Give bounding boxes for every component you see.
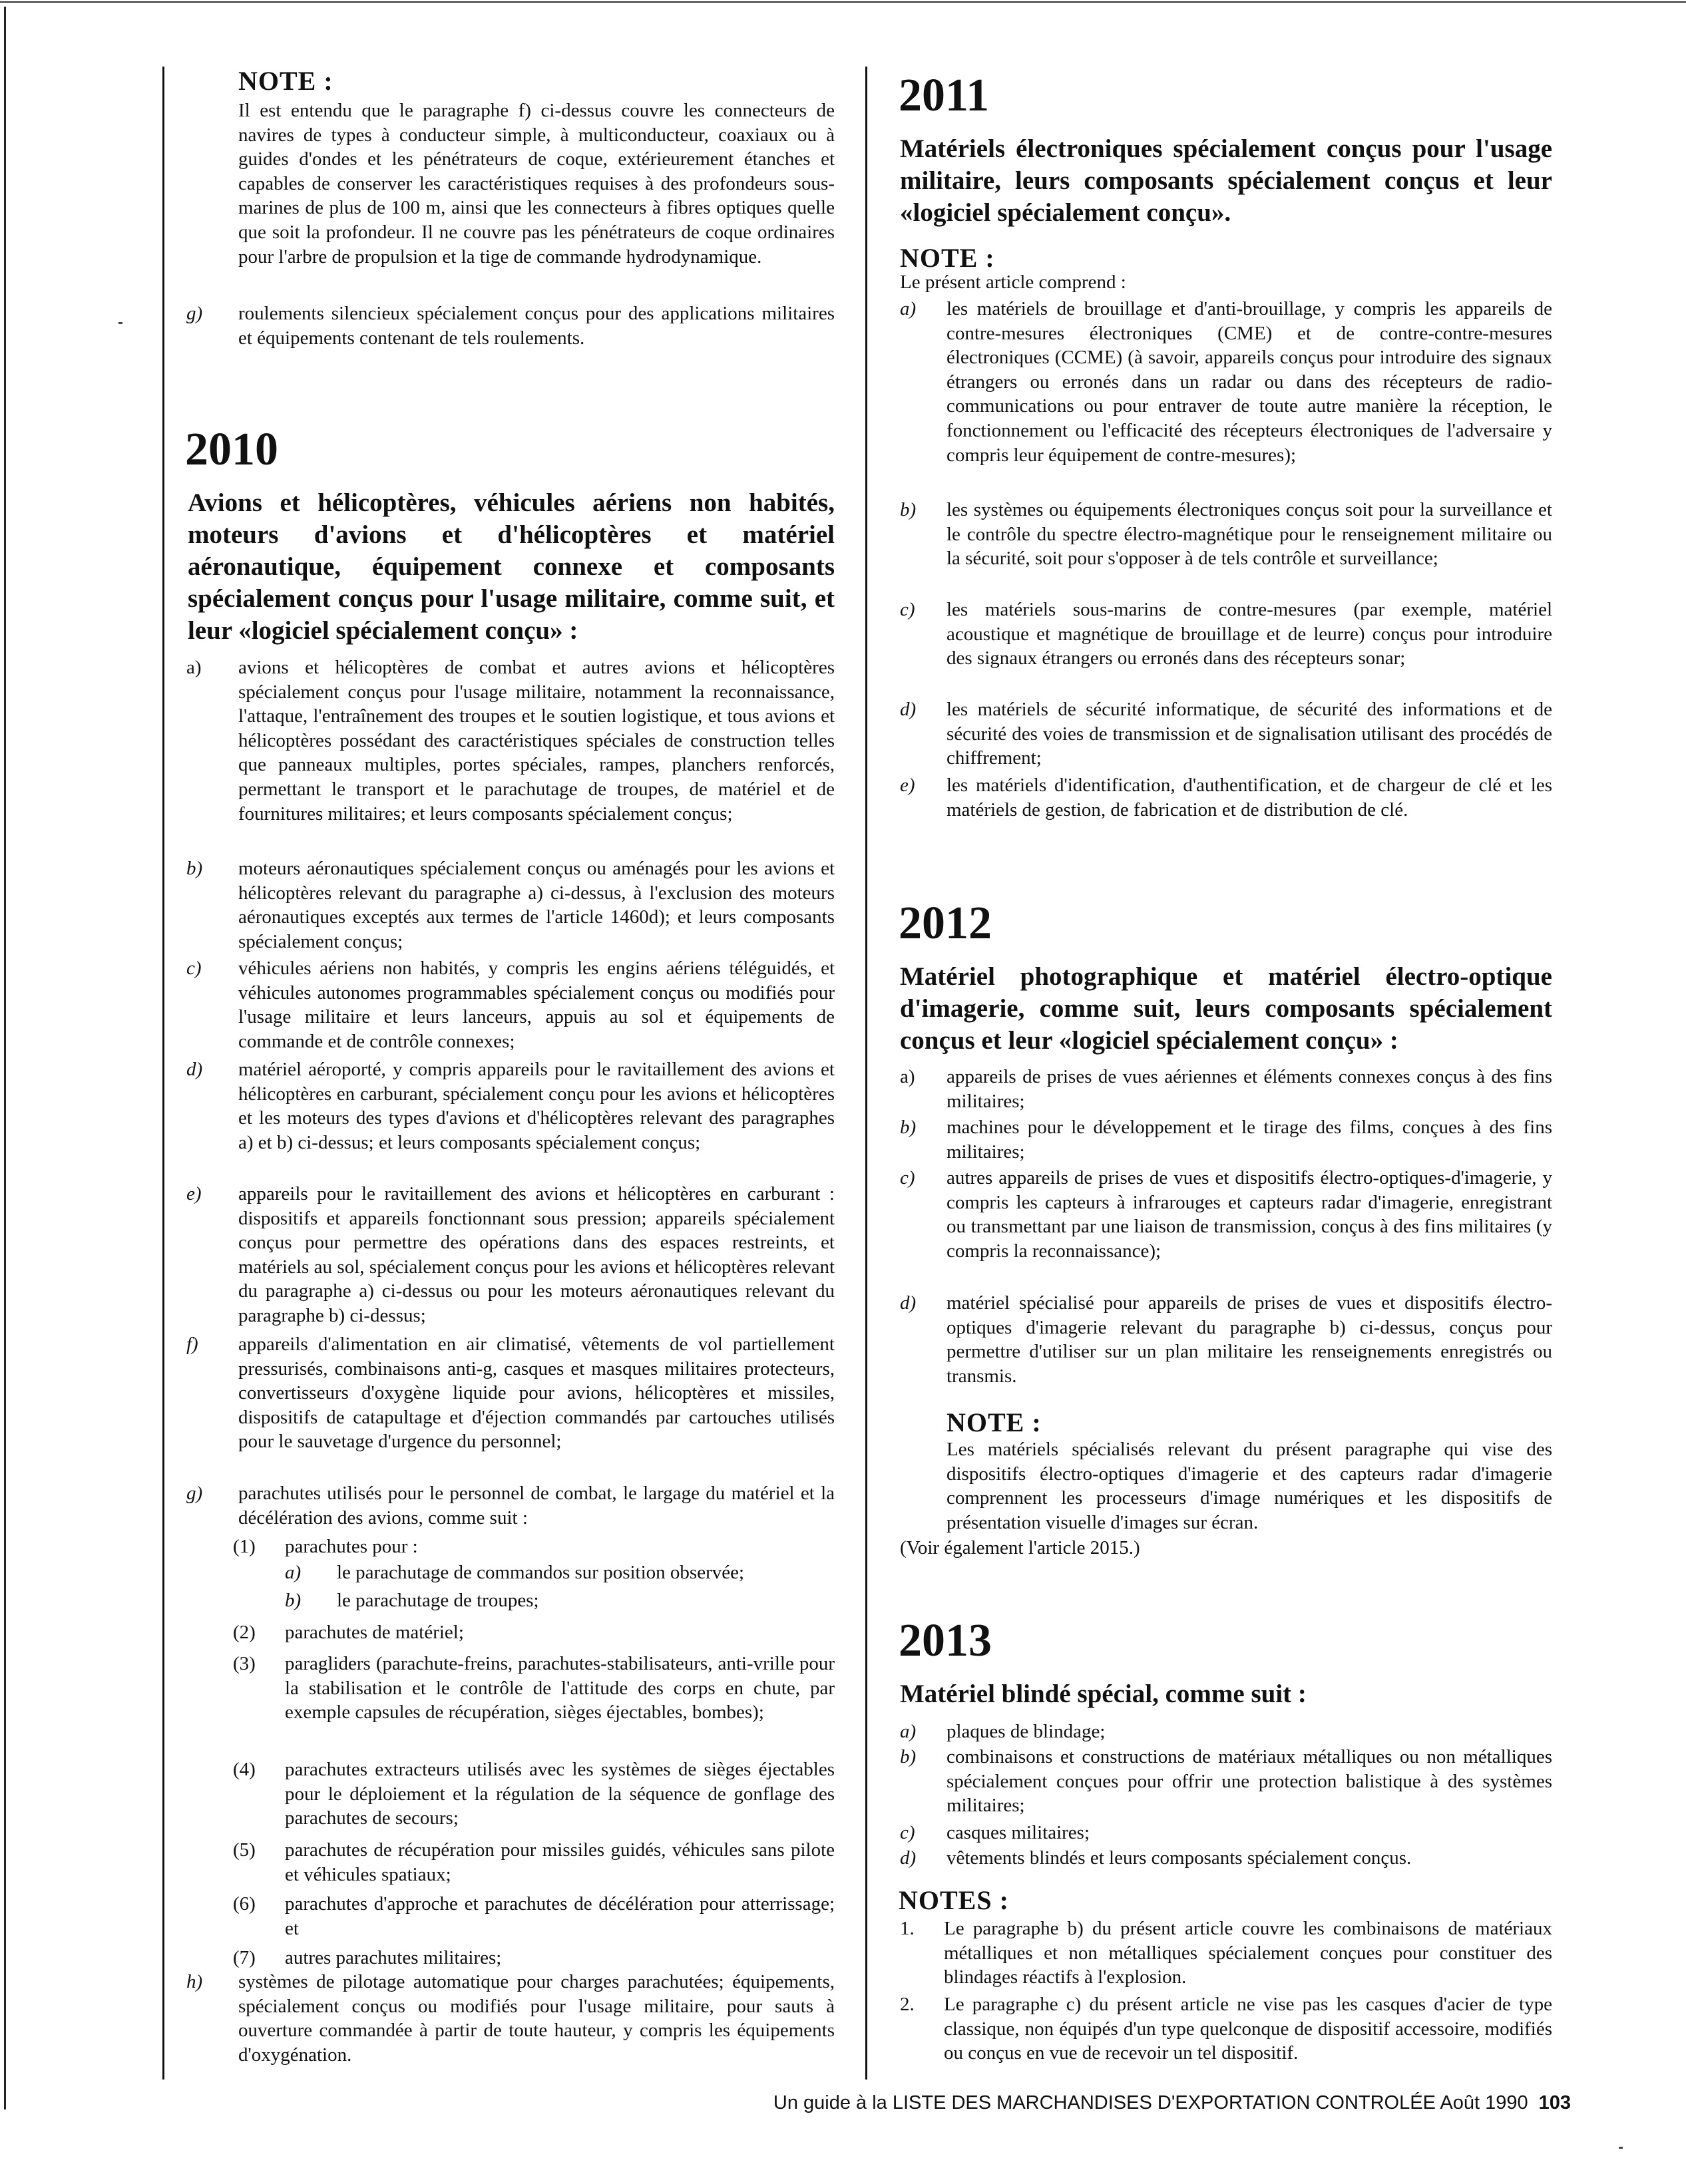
item-text: autres parachutes militaires; [285, 1947, 502, 1968]
item-text: parachutes de matériel; [285, 1622, 464, 1643]
item-label: h) [186, 1971, 203, 1992]
article-title: Matériels électroniques spécialement conçus pour l'usage militaire, leurs composants spécialement conçus et leur «logiciel spécialement conçu». [900, 134, 1552, 227]
column-divider [865, 67, 867, 2080]
item-text: moteurs aéronautiques spécialement conçus ou aménagés pour les avions et hélicoptères relevant du paragraphe a) ci-dessus, à l'exclusion des moteurs aéronautiques exceptés aux termes de l'article 1460d); et leurs composants spécialement conçus; [238, 858, 835, 952]
note-text: Le paragraphe b) du présent article couvre les combinaisons de matériaux métalliques et non métalliques spécialement conçues pour constituer des blindages réactifs à l'explosion. [944, 1918, 1552, 1988]
item-label: a) [285, 1562, 302, 1583]
scan-speck [1619, 2147, 1623, 2149]
item-label: c) [186, 958, 202, 979]
item-label: e) [186, 1183, 202, 1204]
item-text: systèmes de pilotage automatique pour charges parachutées; équipements, spécialement conçus ou modifiés pour l'usage militaire, pour sauts à ouverture commandée à partir de toute hauteur, y compris les équipements d'oxygénation. [238, 1971, 835, 2066]
item-text: combinaisons et constructions de matériaux métalliques ou non métalliques spécialement conçues pour offrir une protection balistique à des systèmes militaires; [947, 1746, 1552, 1817]
article-title: Matériel blindé spécial, comme suit : [900, 1680, 1307, 1708]
item-text: roulements silencieux spécialement conçus pour des applications militaires et équipements contenant de tels roulements. [238, 303, 835, 349]
item-text: plaques de blindage; [947, 1721, 1106, 1742]
item-label: a) [900, 1066, 915, 1087]
note-label: 2. [900, 1994, 915, 2015]
article-title: Matériel photographique et matériel électro-optique d'imagerie, comme suit, leurs composants spécialement conçus et leur «logiciel spécialement conçu» : [900, 962, 1552, 1055]
item-text: matériel spécialisé pour appareils de prises de vues et dispositifs électro-optiques d'imagerie relevant du paragraphe b) ci-dessus, conçus pour permettre d'utiliser sur un plan militaire les renseignements enregistrés ou transmis. [947, 1292, 1552, 1387]
item-text: matériel aéroporté, y compris appareils pour le ravitaillement des avions et hélicoptères en carburant, spécialement conçu pour les avions et hélicoptères et les moteurs des types d'avions et d'hélicoptères relevant des paragraphes a) et b) ci-dessus; et leurs composants spécialement conçus; [238, 1059, 835, 1153]
item-label: e) [900, 775, 915, 796]
article-title: Avions et hélicoptères, véhicules aériens non habités, moteurs d'avions et d'hélicoptères et matériel aéronautique, équipement connexe et composants spécialement conçus pour l'usage militaire, comme suit, et leur «logiciel spécialement conçu» : [188, 488, 835, 645]
item-label: (4) [233, 1759, 256, 1780]
article-number: 2012 [899, 898, 992, 949]
article-number: 2011 [899, 70, 990, 121]
item-text: appareils d'alimentation en air climatisé, vêtements de vol partiellement pressurisés, combinaisons anti-g, casques et masques militaires protecteurs, convertisseurs d'oxygène liquide pour avions, hélicoptères et missiles, dispositifs de catapultage et d'éjection commandés par cartouches utilisés pour le sauvetage d'urgence du personnel; [238, 1334, 835, 1453]
page-left-edge [4, 7, 6, 2109]
item-text: parachutes de récupération pour missiles guidés, véhicules sans pilote et véhicules spatiaux; [285, 1839, 835, 1885]
item-label: d) [900, 1292, 917, 1314]
item-label: (5) [233, 1839, 256, 1861]
item-text: paragliders (parachute-freins, parachutes-stabilisateurs, anti-vrille pour la stabilisation et le contrôle de l'attitude des corps en chute, par exemple capsules de récupération, sièges éjectables, bombes); [285, 1653, 835, 1724]
page-number: 103 [1538, 2092, 1571, 2113]
item-text: appareils pour le ravitaillement des avions et hélicoptères en carburant : dispositifs et appareils fonctionnant sous pression; appareils spécialement conçus pour permettre des opérations dans des espaces restreints, et matériels au sol, spécialement conçus pour les avions et hélicoptères relevant du paragraphe a) ci-dessus ou pour les moteurs aéronautiques relevant du paragraphe b) ci-dessus; [238, 1183, 835, 1326]
item-text: le parachutage de commandos sur position observée; [337, 1562, 745, 1583]
item-text: parachutes utilisés pour le personnel de combat, le largage du matériel et la décélération des avions, comme suit : [238, 1483, 835, 1529]
note-heading: NOTE : [238, 66, 333, 96]
page-top-edge [0, 1, 1686, 3]
item-label: (3) [233, 1653, 256, 1674]
item-text: appareils de prises de vues aériennes et éléments connexes conçus à des fins militaires; [947, 1066, 1552, 1112]
item-label: b) [285, 1590, 302, 1611]
note-intro: Le présent article comprend : [900, 272, 1126, 293]
see-also: (Voir également l'article 2015.) [900, 1537, 1140, 1558]
item-text: le parachutage de troupes; [337, 1590, 539, 1611]
item-label: b) [900, 499, 917, 520]
item-label: (2) [233, 1622, 256, 1643]
item-text: parachutes extracteurs utilisés avec les systèmes de sièges éjectables pour le déploiement et la régulation de la séquence de gonflage des parachutes de secours; [285, 1759, 835, 1829]
item-label: d) [900, 699, 917, 720]
article-number: 2013 [899, 1615, 992, 1666]
note-text: Le paragraphe c) du présent article ne vise pas les casques d'acier de type classique, non équipés d'un type quelconque de dispositif accessoire, modifiés ou conçus en vue de recevoir un tel dispositif. [944, 1994, 1552, 2064]
item-text: les matériels de brouillage et d'anti-brouillage, y compris les appareils de contre-mesures électroniques (CME) et de contre-contre-mesures électroniques (CCME) (à savoir, appareils conçus pour introduire des signaux étrangers ou erronés dans un radar ou dans des récepteurs de radio-communications ou pour entraver de toute autre manière la réception, le fonctionnement ou l'efficacité des récepteurs électroniques de l'adversaire y compris leur équipement de contre-mesures); [947, 298, 1552, 466]
item-text: vêtements blindés et leurs composants spécialement conçus. [947, 1847, 1412, 1869]
item-label: c) [900, 599, 915, 620]
left-column-rule [162, 67, 164, 2080]
item-text: parachutes pour : [285, 1536, 418, 1557]
item-text: autres appareils de prises de vues et dispositifs électro-optiques-d'imagerie, y compris les capteurs à infrarouges et capteurs radar d'imagerie, enregistrant ou transmettant par une liaison de transmission, conçus à des fins militaires (y compris la reconnaissance); [947, 1167, 1552, 1262]
item-label: (1) [233, 1536, 256, 1557]
item-label: f) [186, 1334, 198, 1355]
item-text: parachutes d'approche et parachutes de décélération pour atterrissage; et [285, 1893, 835, 1939]
note-heading: NOTE : [947, 1407, 1042, 1437]
item-text: les matériels d'identification, d'authentification, et de chargeur de clé et les matériels de gestion, de fabrication et de distribution de clé. [947, 775, 1552, 820]
item-label: g) [186, 1483, 203, 1504]
item-label: (7) [233, 1947, 256, 1968]
item-label: b) [900, 1117, 917, 1138]
note-text: Les matériels spécialisés relevant du présent paragraphe qui vise des dispositifs électro-optiques d'imagerie et des capteurs radar d'imagerie comprennent les processeurs d'image numériques et les dispositifs de présentation visuelle d'images sur écran. [947, 1439, 1552, 1533]
item-text: les systèmes ou équipements électroniques conçus soit pour la surveillance et le contrôle du spectre électro-magnétique pour le renseignement militaire ou la sécurité, soit pour s'opposer à de tels contrôle et surveillance; [947, 499, 1552, 570]
item-label: a) [900, 1721, 917, 1742]
footer-text: Un guide à la LISTE DES MARCHANDISES D'EXPORTATION CONTROLÉE Août 1990 [773, 2092, 1528, 2113]
item-label: g) [186, 303, 203, 324]
scan-speck [118, 322, 122, 324]
item-text: avions et hélicoptères de combat et autres avions et hélicoptères spécialement conçus pour l'usage militaire, notamment la reconnaissance, l'attaque, l'entraînement des troupes et le soutien logistique, et tous avions et hélicoptères possédant des caractéristiques spéciales de construction telles que panneaux multiples, portes spéciales, rampes, planchers renforcés, permettant le transport et le parachutage de troupes, de matériel et de fournitures militaires; et leurs composants spécialement conçus; [238, 657, 835, 824]
item-text: les matériels de sécurité informatique, de sécurité des informations et de sécurité des voies de transmission et de signalisation utilisant des procédés de chiffrement; [947, 699, 1552, 769]
item-text: les matériels sous-marins de contre-mesures (par exemple, matériel acoustique et magnétique de brouillage et de leurre) conçus pour introduire des signaux étrangers ou erronés dans des récepteurs sonar; [947, 599, 1552, 669]
item-label: c) [900, 1167, 915, 1188]
notes-heading: NOTES : [899, 1885, 1009, 1915]
item-label: (6) [233, 1893, 256, 1914]
item-label: a) [900, 298, 917, 319]
item-label: d) [900, 1847, 917, 1869]
item-label: b) [186, 858, 203, 879]
note-text: Il est entendu que le paragraphe f) ci-dessus couvre les connecteurs de navires de types à conducteur simple, à multiconducteur, coaxiaux ou à guides d'ondes et les pénétrateurs de coque, extérieurement étanches et capables de conserver les caractéristiques requises à des profondeurs sous-marines de plus de 100 m, ainsi que les connecteurs à fibres optiques quelle que soit la profondeur. Il ne couvre pas les pénétrateurs de coque ordinaires pour l'arbre de propulsion et la tige de commande hydrodynamique. [238, 100, 835, 268]
item-text: véhicules aériens non habités, y compris les engins aériens téléguidés, et véhicules autonomes programmables spécialement conçus ou modifiés pour l'usage militaire et leurs lanceurs, appuis au sol et équipements de commande et de contrôle connexes; [238, 958, 835, 1052]
note-label: 1. [900, 1918, 915, 1939]
item-label: d) [186, 1059, 203, 1080]
item-text: casques militaires; [947, 1822, 1090, 1843]
item-label: b) [900, 1746, 917, 1767]
note-heading: NOTE : [900, 243, 995, 273]
article-number: 2010 [185, 424, 278, 475]
item-text: machines pour le développement et le tirage des films, conçues à des fins militaires; [947, 1117, 1552, 1163]
item-label: a) [186, 657, 202, 678]
item-label: c) [900, 1822, 915, 1843]
page-footer [626, 2092, 1571, 2114]
